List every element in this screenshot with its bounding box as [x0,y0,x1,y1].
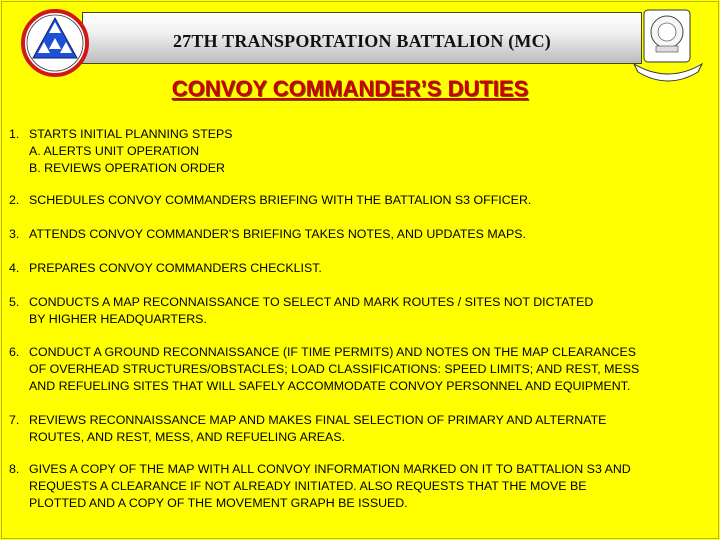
duty-item-5 [9,294,593,328]
header-title: 27TH TRANSPORTATION BATTALION (MC) [172,31,552,51]
duty-number: 1. [9,127,20,141]
duty-item-2 [9,192,531,209]
duty-item-8 [9,461,631,512]
duty-item-3 [9,226,526,243]
duty-number: 8. [9,462,20,476]
duty-number: 4. [9,261,20,275]
duty-text: CONDUCTS A MAP RECONNAISSANCE TO SELECT AND MARK ROUTES / SITES NOT DICTATED [29,295,594,309]
duty-number: 7. [9,413,20,427]
unit-crest-icon [630,8,706,82]
duty-text-continued: AND REFUELING SITES THAT WILL SAFELY ACCOMMODATE CONVOY PERSONNEL AND EQUIPMENT. [29,379,631,393]
duty-text-continued: OF OVERHEAD STRUCTURES/OBSTACLES; LOAD CLASSIFICATIONS: SPEED LIMITS; AND REST, MESS [29,362,640,376]
duty-text-continued: BY HIGHER HEADQUARTERS. [29,312,207,326]
duty-number: 2. [9,193,20,207]
duty-text: SCHEDULES CONVOY COMMANDERS BRIEFING WITH THE BATTALION S3 OFFICER. [29,193,532,207]
duty-text: PREPARES CONVOY COMMANDERS CHECKLIST. [29,261,322,275]
duty-item-4 [9,260,322,277]
duty-item-7 [9,412,606,446]
duty-number: 5. [9,295,20,309]
duty-number: 3. [9,227,20,241]
header-bar [82,12,642,64]
duty-number: 6. [9,345,20,359]
duty-text: REVIEWS RECONNAISSANCE MAP AND MAKES FINAL SELECTION OF PRIMARY AND ALTERNATE [29,413,607,427]
duty-item-1 [9,126,233,177]
slide-title: CONVOY COMMANDER’S DUTIES [171,76,529,101]
battalion-emblem-icon [20,8,90,78]
duty-text: GIVES A COPY OF THE MAP WITH ALL CONVOY INFORMATION MARKED ON IT TO BATTALION S3 AND [29,462,631,476]
duty-text: ATTENDS CONVOY COMMANDER'S BRIEFING TAKES NOTES, AND UPDATES MAPS. [29,227,526,241]
duty-text-continued: ROUTES, AND REST, MESS, AND REFUELING AREAS. [29,430,346,444]
duty-text: CONDUCT A GROUND RECONNAISSANCE (IF TIME PERMITS) AND NOTES ON THE MAP CLEARANCES [29,345,636,359]
duty-item-6 [9,344,639,395]
duty-text-continued: REQUESTS A CLEARANCE IF NOT ALREADY INITIATED. ALSO REQUESTS THAT THE MOVE BE [29,479,587,493]
duty-text: STARTS INITIAL PLANNING STEPS [29,127,233,141]
duty-text-continued: PLOTTED AND A COPY OF THE MOVEMENT GRAPH BE ISSUED. [29,496,408,510]
duty-subitem-a: A. ALERTS UNIT OPERATION [29,144,200,158]
duty-subitem-b: B. REVIEWS OPERATION ORDER [29,161,225,175]
